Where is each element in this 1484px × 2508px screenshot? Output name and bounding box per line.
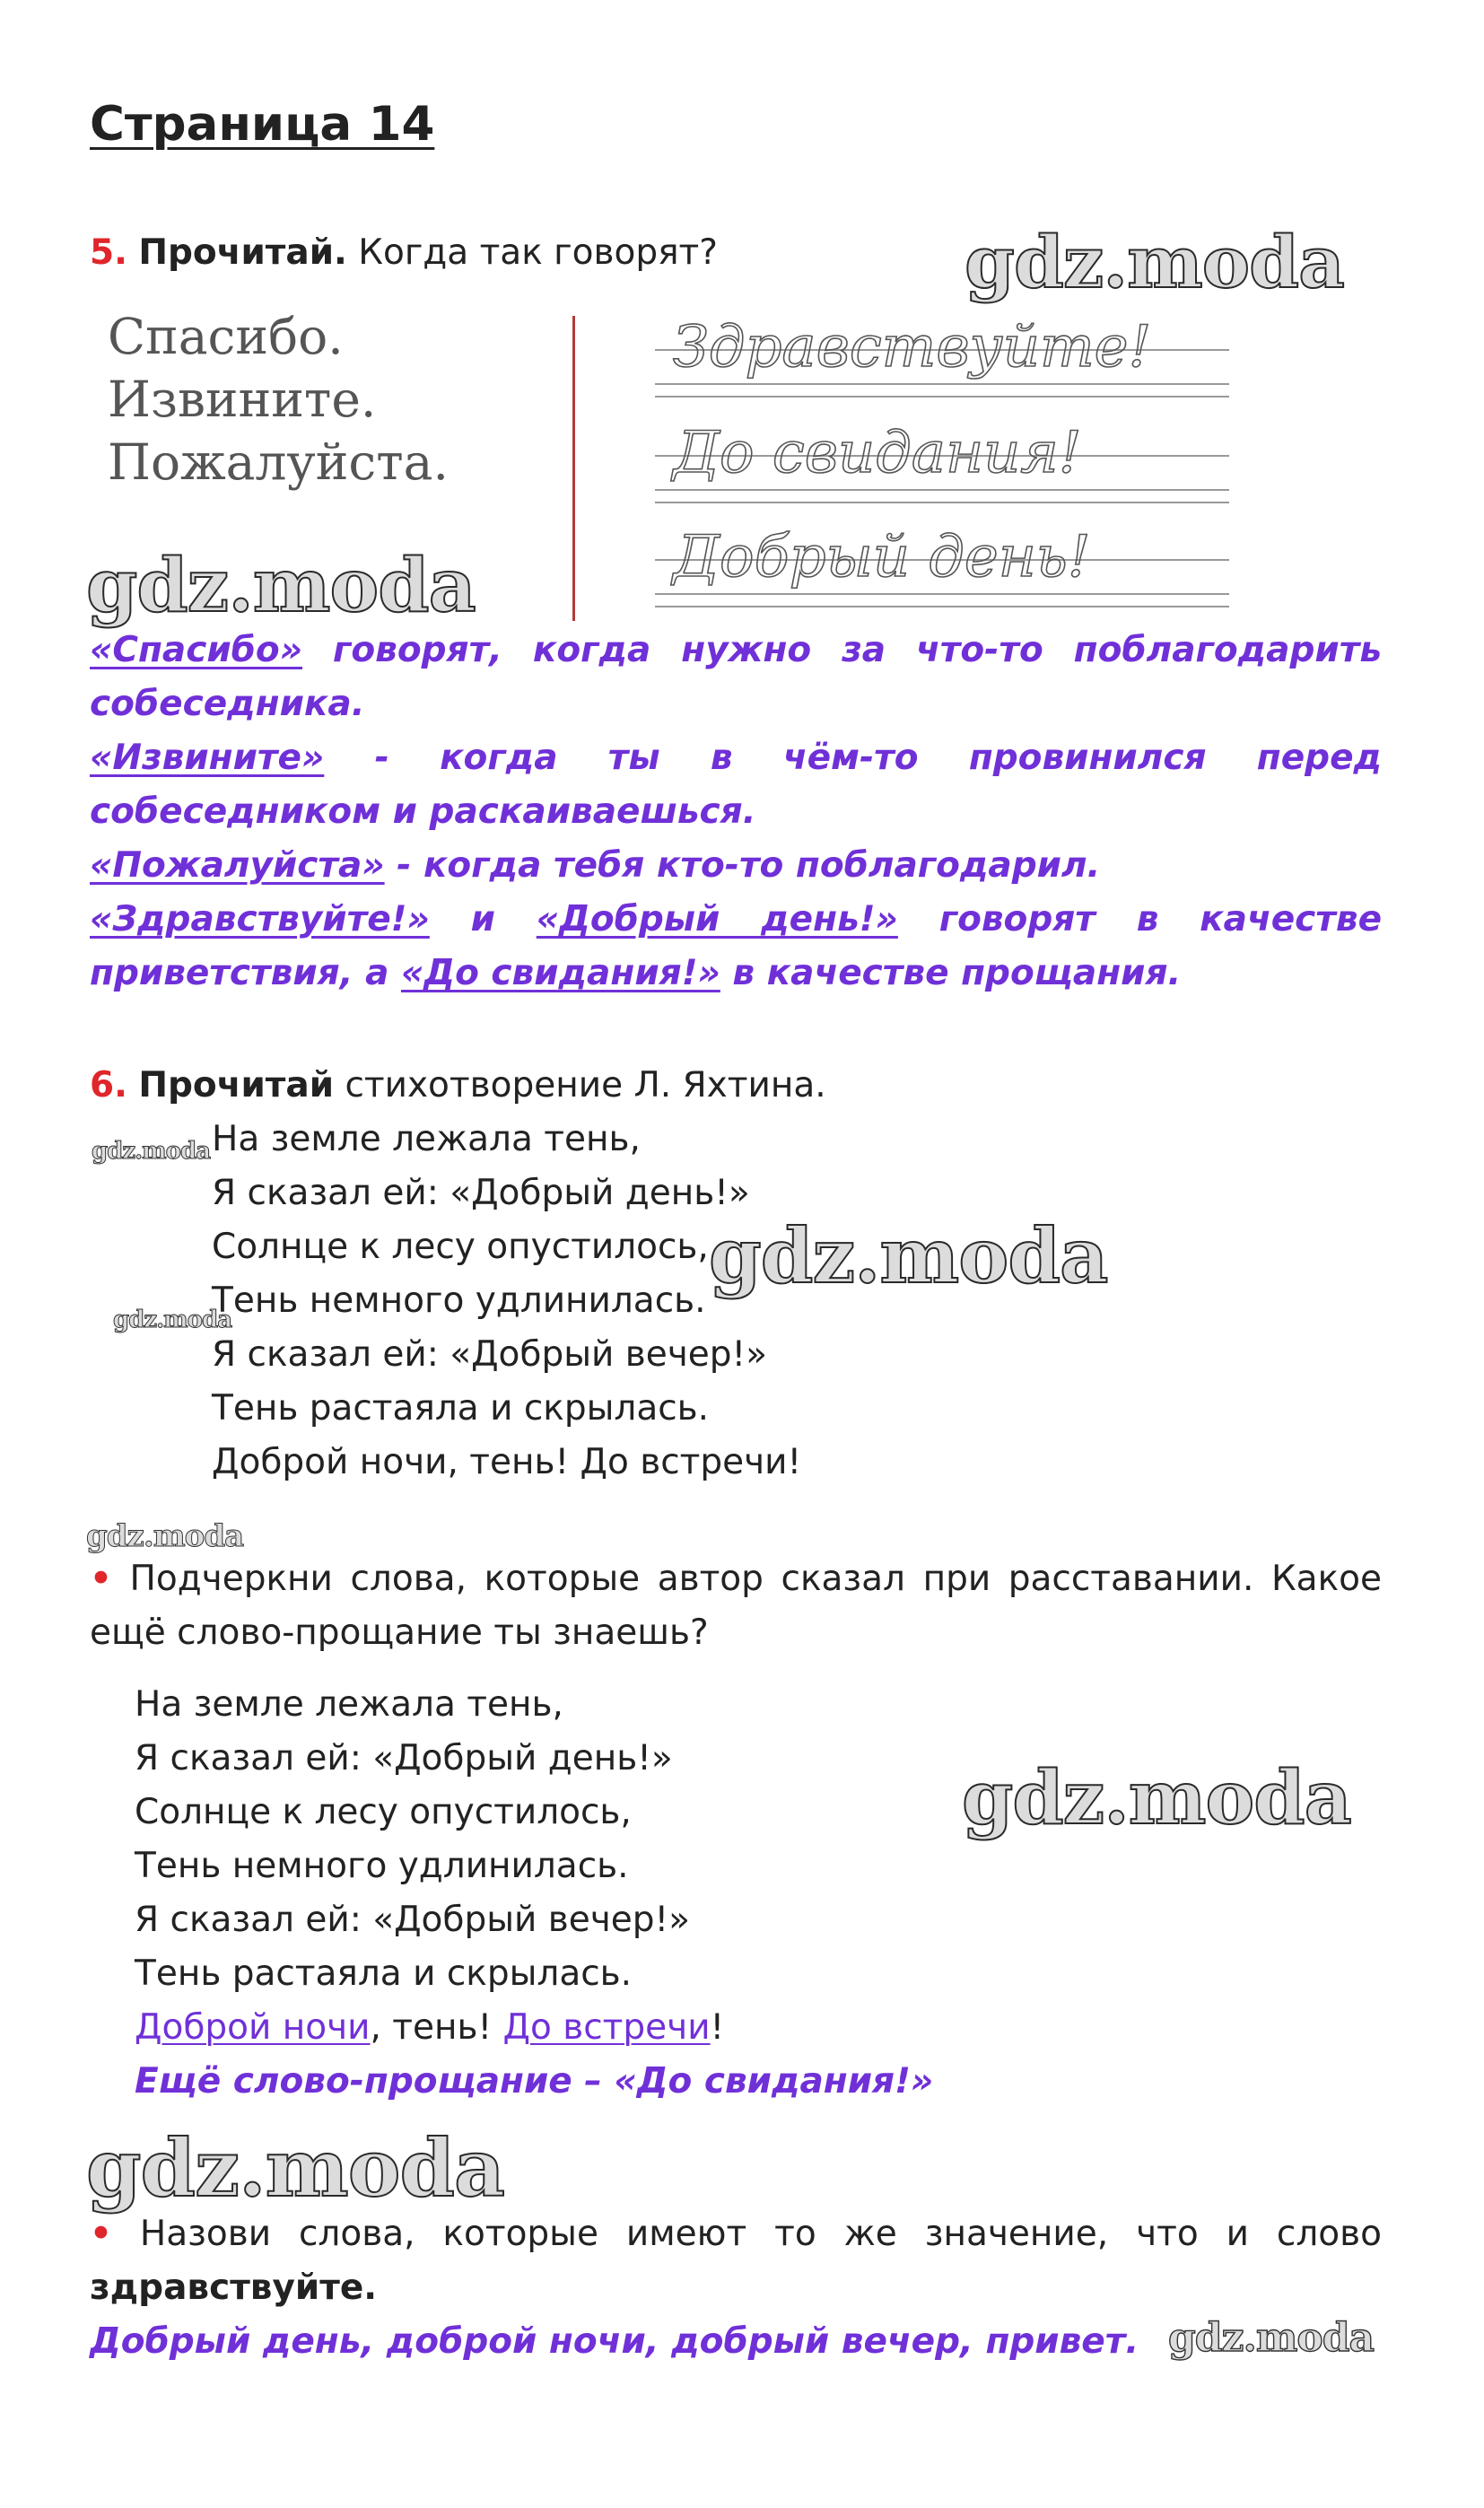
poem2-line: Тень растаяла и скрылась. (135, 1953, 633, 1994)
answer-text: - когда ты в чём-то провинился перед (374, 738, 1383, 778)
underlined-farewell: Доброй ночи (135, 2007, 371, 2048)
watermark-logo: gdz.moda (86, 2121, 505, 2215)
task2-line (90, 2207, 1382, 2261)
answer-word-spasibo: «Спасибо» (90, 630, 303, 670)
answer-text: и (470, 899, 495, 939)
ex6-instruction-bold: Прочитай (138, 1065, 335, 1105)
answer-text: говорят, когда нужно за что-то поблагодарить (332, 630, 1383, 670)
ex5-answer-line (90, 893, 1382, 947)
task2-line: здравствуйте. (90, 2268, 378, 2308)
poem2-line: На земле лежала тень, (135, 1684, 563, 1725)
poem2-last-line (135, 2001, 724, 2055)
bullet-icon: • (90, 2214, 112, 2254)
ex5-answer-line (90, 624, 1382, 677)
poem2-text: ! (710, 2007, 725, 2048)
handwritten-word: Добрый день! (673, 524, 1091, 590)
answer-word-izvinite: «Извините» (90, 738, 325, 778)
ex5-answer-line: собеседником и раскаиваешься. (90, 791, 756, 832)
task1-line: ещё слово-прощание ты знаешь? (90, 1612, 709, 1653)
poem-line: Солнце к лесу опустилось, (212, 1227, 709, 1267)
answer-text: - когда тебя кто-то поблагодарил. (384, 845, 1101, 886)
poem2-text: , тень! (370, 2007, 503, 2048)
handwritten-word: До свидания! (673, 420, 1082, 486)
ex5-answer-line (90, 731, 1382, 785)
watermark-logo: gdz.moda (965, 220, 1344, 304)
poem-line: На земле лежала тень, (212, 1119, 641, 1159)
watermark-logo: gdz.moda (92, 1138, 211, 1165)
underlined-farewell: До встречи (502, 2007, 711, 2048)
watermark-logo: gdz.moda (709, 1211, 1108, 1300)
answer-text: приветствия, а (90, 953, 401, 993)
answer-word-do-svidaniya: «До свидания!» (400, 953, 720, 993)
ex5-answer-line: собеседника. (90, 684, 365, 724)
watermark-logo: gdz.moda (113, 1306, 232, 1333)
poem2-line: Тень немного удлинилась. (135, 1846, 629, 1886)
ex6-heading (90, 1059, 826, 1113)
printed-word: Пожалуйста. (108, 433, 449, 491)
task1-text: Подчеркни слова, которые автор сказал при расставании. Какое (129, 1559, 1382, 1599)
answer-text: в качестве прощания. (720, 953, 1182, 993)
task2-text: Назови слова, которые имеют то же значение, что и слово (139, 2214, 1383, 2254)
poem-line: Доброй ночи, тень! До встречи! (212, 1442, 802, 1482)
ex6-answer2: Добрый день, доброй ночи, добрый вечер, привет. (90, 2321, 1139, 2362)
task1-line (90, 1552, 1382, 1606)
watermark-logo: gdz.moda (962, 1755, 1351, 1841)
handwritten-word: Здравствуйте! (673, 314, 1152, 380)
poem-line: Я сказал ей: «Добрый день!» (212, 1173, 750, 1213)
answer-text: говорят в качестве (938, 899, 1383, 939)
poem2-line: Я сказал ей: «Добрый день!» (135, 1738, 673, 1778)
ex5-instruction-bold: Прочитай. (138, 232, 347, 273)
poem2-line: Я сказал ей: «Добрый вечер!» (135, 1900, 691, 1940)
watermark-logo: gdz.moda (86, 543, 476, 629)
bullet-icon: • (90, 1559, 112, 1599)
ex5-heading (90, 226, 718, 280)
ex6-answer1: Ещё слово-прощание – «До свидания!» (135, 2061, 934, 2102)
ex5-answer-line (90, 947, 1181, 1001)
poem-line: Тень немного удлинилась. (212, 1280, 706, 1321)
margin-rule (572, 316, 575, 621)
page-title: Страница 14 (90, 97, 435, 152)
answer-word-dobryy-den: «Добрый день!» (536, 899, 898, 939)
ex5-number: 5. (90, 232, 127, 273)
answer-word-pozhaluysta: «Пожалуйста» (90, 845, 385, 886)
poem-line: Я сказал ей: «Добрый вечер!» (212, 1334, 768, 1375)
ex5-answer-line (90, 839, 1100, 893)
poem2-line: Солнце к лесу опустилось, (135, 1792, 632, 1832)
printed-word: Извините. (108, 371, 377, 428)
printed-word: Спасибо. (108, 308, 344, 365)
ex6-number: 6. (90, 1065, 127, 1105)
watermark-logo: gdz.moda (1168, 2315, 1375, 2361)
ex5-instruction: Когда так говорят? (346, 232, 718, 273)
watermark-logo: gdz.moda (86, 1518, 244, 1554)
answer-word-zdravstvuyte: «Здравствуйте!» (90, 899, 430, 939)
ex6-instruction: стихотворение Л. Яхтина. (334, 1065, 826, 1105)
poem-line: Тень растаяла и скрылась. (212, 1388, 710, 1429)
